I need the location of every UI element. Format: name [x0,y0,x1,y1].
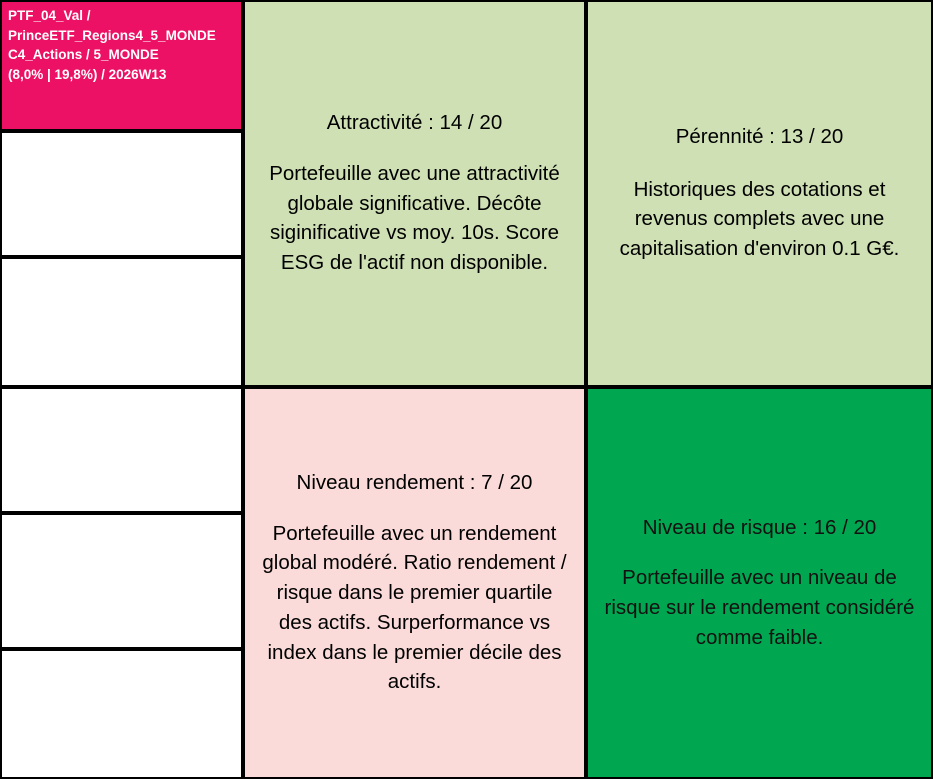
portfolio-header-line-4: (8,0% | 19,8%) / 2026W13 [8,66,167,82]
blank-cell-2 [0,257,243,387]
rendement-title: Niveau rendement : 7 / 20 [296,471,533,494]
portfolio-header-line-1: PTF_04_Val / [8,8,91,23]
risque-body: Portefeuille avec un niveau de risque sur le rendement considéré comme faible. [604,566,915,649]
portfolio-header-line-2: PrinceETF_Regions4_5_MONDE [8,27,216,43]
panel-perennite [586,0,933,387]
risque-title: Niveau de risque : 16 / 20 [642,515,877,539]
attractivite-title: Attractivité : 14 / 20 [326,111,503,135]
left-column-top [0,0,243,387]
perennite-title: Pérennité : 13 / 20 [675,125,844,149]
portfolio-header-line-3: C4_Actions / 5_MONDE [8,47,159,63]
rendement-body: Portefeuille avec un rendement global modéré. Ratio rendement / risque dans le premier quartile des actifs. Surperformance vs index dans le premier décile des actifs. [262,521,567,694]
blank-cell-3 [0,387,243,513]
portfolio-header [0,0,243,131]
blank-cell-4 [0,513,243,649]
panel-attractivite [243,0,586,387]
perennite-body: Historiques des cotations et revenus complets avec une capitalisation d'environ 0.1 G€. [619,177,900,261]
panel-niveau-rendement [243,387,586,779]
attractivite-body: Portefeuille avec une attractivité globale significative. Décôte siginificative vs moy. 10s. Score ESG de l'actif non disponible. [269,161,560,275]
blank-cell-1 [0,131,243,257]
blank-cell-5 [0,649,243,779]
panel-niveau-risque [586,387,933,779]
left-column-bottom [0,387,243,779]
